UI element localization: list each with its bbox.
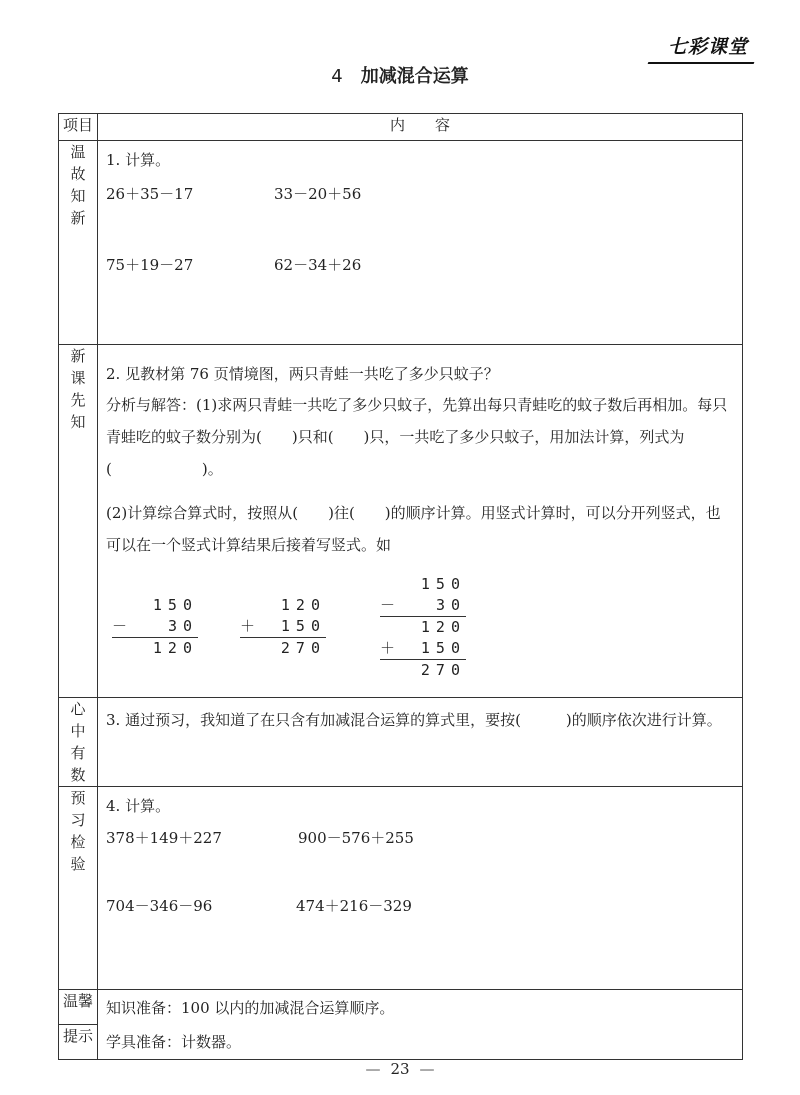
vertical-calc-2	[240, 595, 326, 659]
check-item: 378＋149＋227	[106, 829, 222, 847]
calc1-second: 30	[167, 617, 198, 635]
header-content: 内 容	[98, 114, 743, 141]
tips-knowledge: 知识准备：100 以内的加减混合运算顺序。	[98, 990, 743, 1025]
check-row	[59, 787, 743, 990]
title-text: 加减混合运算	[360, 66, 469, 87]
calc3-top: 150	[420, 575, 466, 593]
tips-label-2: 提示	[59, 1025, 98, 1060]
review-label: 温故知新	[70, 143, 86, 227]
calc2-second: 150	[280, 617, 326, 635]
worksheet-table	[58, 113, 743, 1060]
calc3-third: 150	[420, 639, 466, 657]
review-content	[98, 141, 743, 345]
calc3-op2: ＋	[380, 639, 396, 657]
tips-row-2	[59, 1025, 743, 1060]
calc3-second-row	[380, 595, 466, 616]
new-row	[59, 345, 743, 698]
calc2-second-row	[240, 616, 326, 637]
calc2-top: 120	[280, 596, 326, 614]
heart-label-cell	[59, 698, 98, 787]
tips-tools: 学具准备：计数器。	[98, 1025, 743, 1060]
review-row	[59, 141, 743, 345]
calc1-op: －	[112, 617, 128, 635]
check-heading: 4. 计算。	[106, 797, 171, 815]
calc3-third-row	[380, 638, 466, 659]
calc3-mid: 120	[380, 616, 466, 638]
brand-text: 七彩课堂	[667, 36, 748, 58]
new-analysis-1: 分析与解答：(1)求两只青蛙一共吃了多少只蚊子，先算出每只青蛙吃的蚊子数后再相加。每只青蛙吃的蚊子数分别为( )只和( )只，一共吃了多少只蚊子，用加法计算，列式为( )。	[106, 396, 728, 478]
review-item: 33－20＋56	[274, 185, 362, 203]
review-label-cell	[59, 141, 98, 345]
page-footer	[0, 1060, 800, 1078]
heart-row	[59, 698, 743, 787]
review-item: 62－34＋26	[274, 256, 362, 274]
new-question: 2. 见教材第 76 页情境图，两只青蛙一共吃了多少只蚊子？	[106, 365, 499, 383]
heart-text: 3. 通过预习，我知道了在只含有加减混合运算的算式里，要按( )的顺序依次进行计算。	[106, 711, 722, 729]
review-item: 75＋19－27	[106, 256, 194, 274]
vertical-calc-3	[380, 574, 466, 681]
calc3-op1: －	[380, 596, 396, 614]
vertical-calc-1	[112, 595, 198, 659]
calc1-top: 150	[152, 596, 198, 614]
review-item: 26＋35－17	[106, 185, 194, 203]
title-number: 4	[331, 66, 343, 87]
calc2-result: 270	[240, 637, 326, 659]
new-content	[98, 345, 743, 698]
calc3-result: 270	[380, 659, 466, 681]
new-label-cell	[59, 345, 98, 698]
footer-dash-left: —	[365, 1060, 381, 1078]
tips-row-1	[59, 990, 743, 1025]
calc2-op: ＋	[240, 617, 256, 635]
new-analysis-2: (2)计算综合算式时，按照从( )往( )的顺序计算。用竖式计算时，可以分开列竖式，也可以在一个竖式计算结果后接着写竖式。如	[106, 504, 721, 554]
check-content	[98, 787, 743, 990]
calc1-result: 120	[112, 637, 198, 659]
check-item: 704－346－96	[106, 897, 213, 915]
heart-content	[98, 698, 743, 787]
heart-label: 心中有数	[70, 700, 86, 784]
check-item: 900－576＋255	[298, 829, 414, 847]
page-number: 23	[390, 1060, 410, 1078]
page-title	[0, 62, 800, 88]
calc1-second-row	[112, 616, 198, 637]
check-label: 预习检验	[70, 789, 86, 873]
brand-logo	[668, 32, 748, 60]
header-row	[59, 114, 743, 141]
tips-label-1: 温馨	[59, 990, 98, 1025]
calc3-second: 30	[435, 596, 466, 614]
check-label-cell	[59, 787, 98, 990]
review-heading: 1. 计算。	[106, 151, 171, 169]
check-item: 474＋216－329	[296, 897, 412, 915]
header-item: 项目	[59, 114, 98, 141]
new-label: 新课先知	[70, 347, 86, 431]
footer-dash-right: —	[419, 1060, 435, 1078]
